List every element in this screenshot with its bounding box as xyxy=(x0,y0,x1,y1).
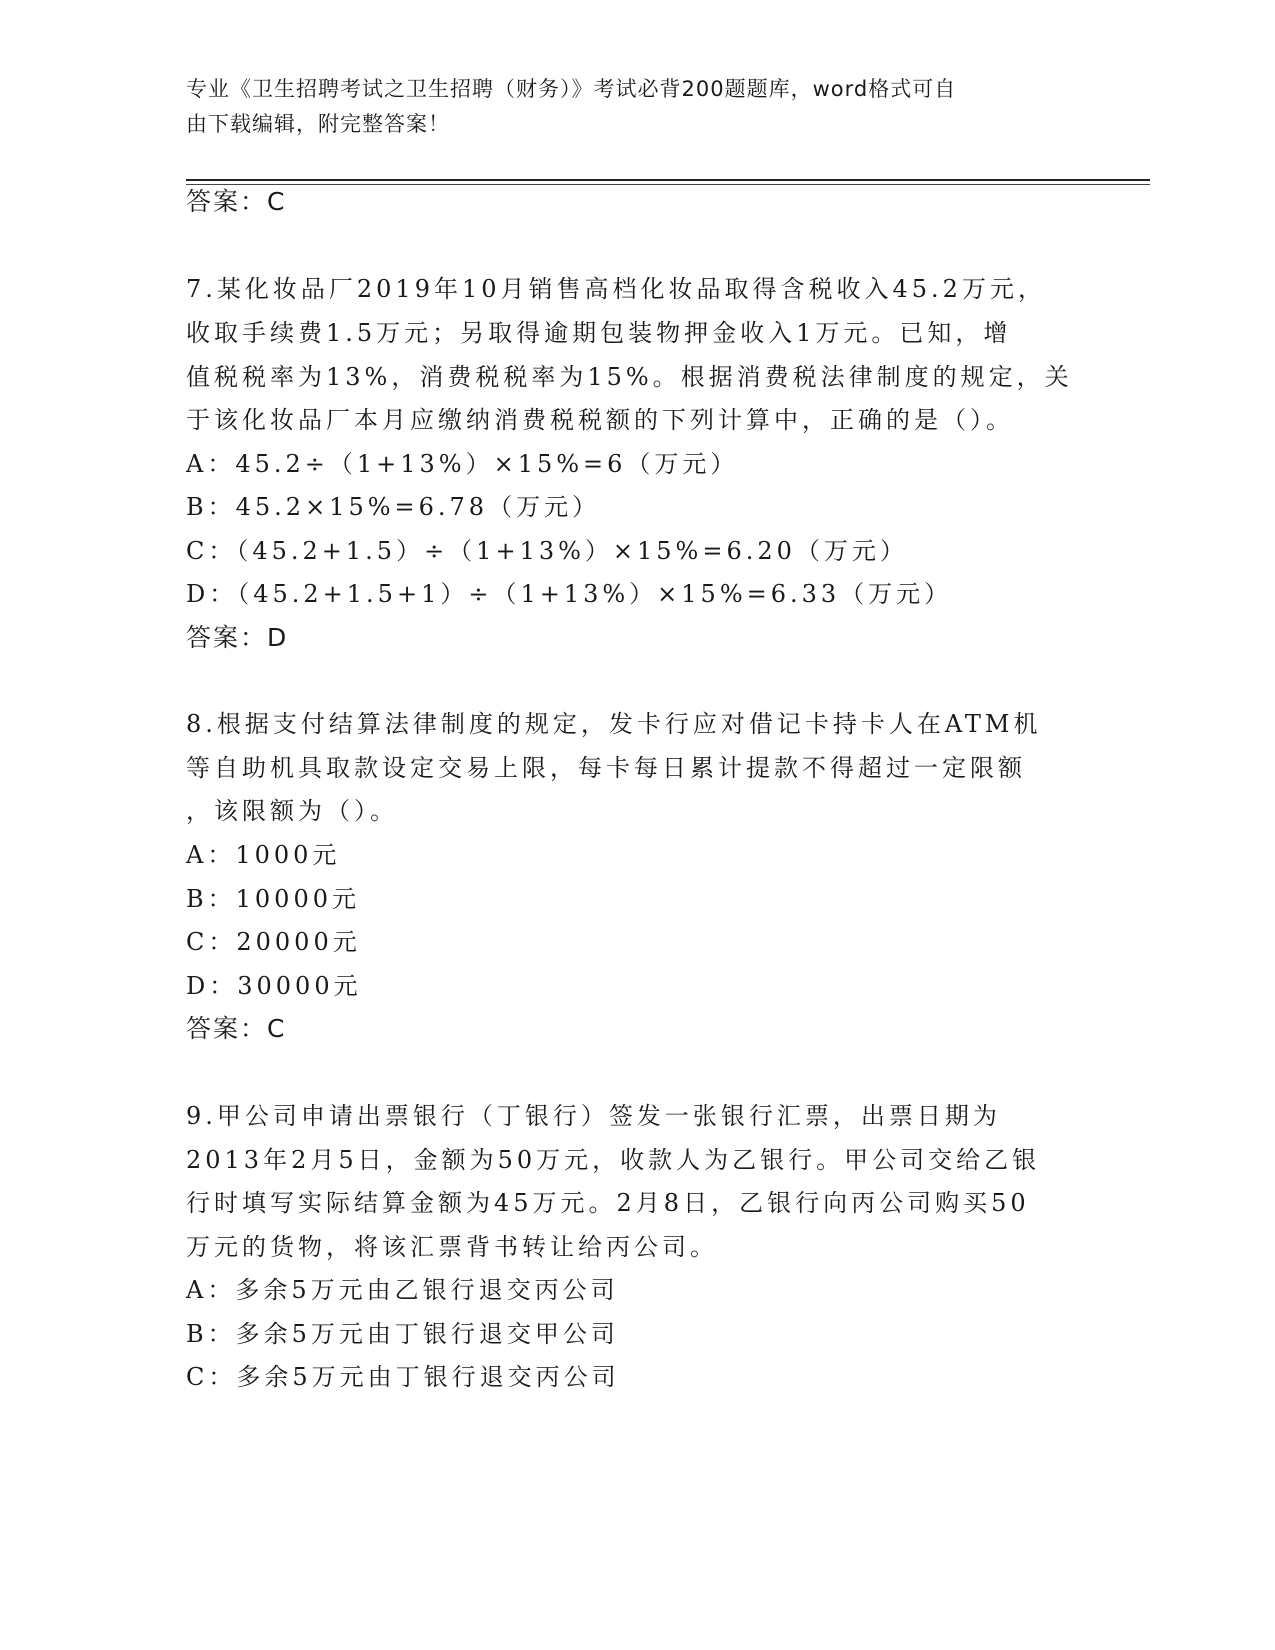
q7-option-d: D：（45.2+1.5+1）÷（1+13%）×15%=6.33（万元） xyxy=(186,580,953,608)
q8-option-a: A：1000元 xyxy=(186,841,341,869)
q7-line-2: 收取手续费1.5万元；另取得逾期包装物押金收入1万元。已知，增 xyxy=(186,319,1012,347)
q8-line-1: 8.根据支付结算法律制度的规定，发卡行应对借记卡持卡人在ATM机 xyxy=(186,710,1042,738)
q9-option-a: A：多余5万元由乙银行退交丙公司 xyxy=(186,1276,619,1304)
q8-option-d: D：30000元 xyxy=(186,972,362,1000)
answer-line-q6: 答案：C xyxy=(186,187,287,216)
q7-answer: 答案：D xyxy=(186,623,289,652)
q8-option-c: C：20000元 xyxy=(186,928,361,956)
q7-line-1: 7.某化妆品厂2019年10月销售高档化妆品取得含税收入45.2万元， xyxy=(186,275,1046,303)
q9-option-c: C：多余5万元由丁银行退交丙公司 xyxy=(186,1363,620,1391)
q9-line-1: 9.甲公司申请出票银行（丁银行）签发一张银行汇票，出票日期为 xyxy=(186,1102,1001,1130)
header-line-1: 专业《卫生招聘考试之卫生招聘（财务）》考试必背200题题库，word格式可自 xyxy=(186,77,957,101)
q9-option-b: B：多余5万元由丁银行退交甲公司 xyxy=(186,1320,619,1348)
header-line-2: 由下载编辑，附完整答案！ xyxy=(186,112,450,136)
header-divider-thin xyxy=(186,184,1150,185)
q9-line-4: 万元的货物，将该汇票背书转让给丙公司。 xyxy=(186,1233,718,1261)
page-header xyxy=(186,72,1086,142)
q7-line-4: 于该化妆品厂本月应缴纳消费税税额的下列计算中，正确的是（）。 xyxy=(186,406,1014,434)
q8-line-2: 等自助机具取款设定交易上限，每卡每日累计提款不得超过一定限额 xyxy=(186,754,1026,782)
q7-option-a: A：45.2÷（1+13%）×15%=6（万元） xyxy=(186,450,739,478)
q7-option-b: B：45.2×15%=6.78（万元） xyxy=(186,493,601,521)
q7-line-3: 值税税率为13%，消费税税率为15%。根据消费税法律制度的规定，关 xyxy=(186,363,1073,391)
q9-line-2: 2013年2月5日，金额为50万元，收款人为乙银行。甲公司交给乙银 xyxy=(186,1146,1041,1174)
q8-line-3: ，该限额为（）。 xyxy=(186,797,398,825)
q9-line-3: 行时填写实际结算金额为45万元。2月8日，乙银行向丙公司购买50 xyxy=(186,1189,1030,1217)
q8-answer: 答案：C xyxy=(186,1014,287,1043)
header-divider-thick xyxy=(186,179,1150,181)
q8-option-b: B：10000元 xyxy=(186,885,360,913)
q7-option-c: C：（45.2+1.5）÷（1+13%）×15%=6.20（万元） xyxy=(186,537,908,565)
